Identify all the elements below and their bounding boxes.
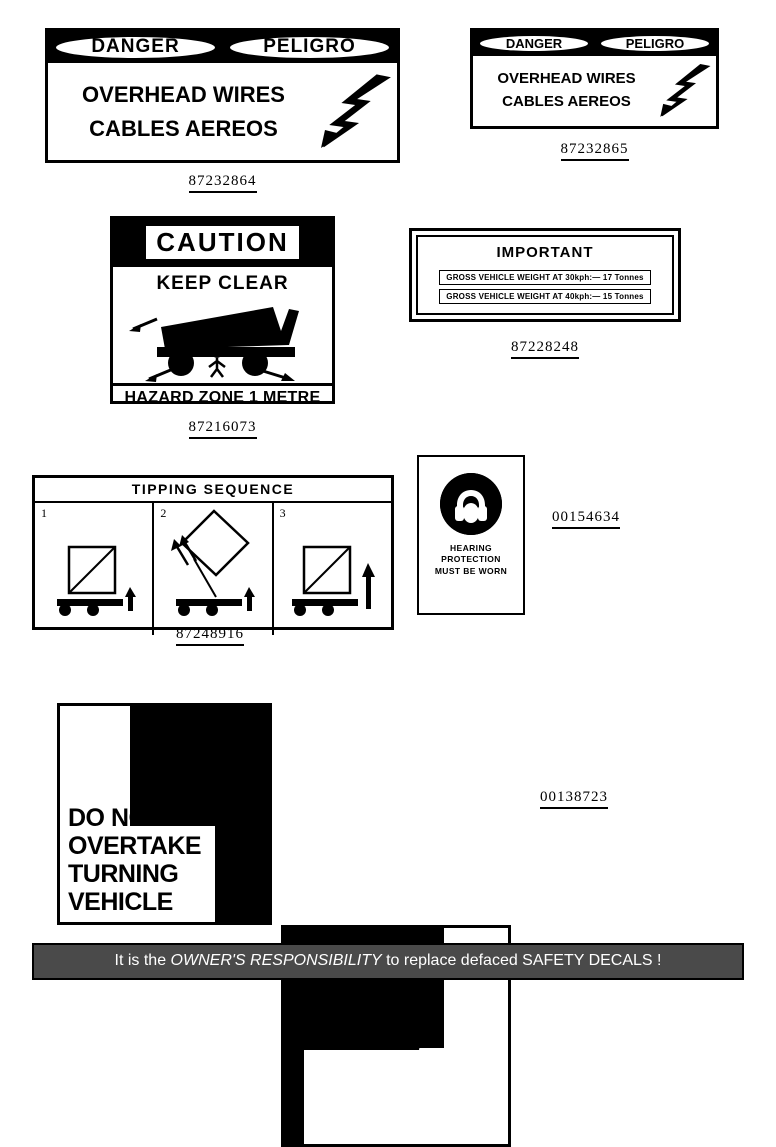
danger-small-line2: CABLES AEREOS <box>502 93 631 110</box>
dno-line3: TURNING VEHICLE <box>68 860 179 916</box>
part-number-danger-large: 87232864 <box>189 173 257 193</box>
caution-hazard-text: HAZARD ZONE 1 METRE <box>113 383 332 409</box>
important-row-30kph: GROSS VEHICLE WEIGHT AT 30kph:— 17 Tonnes <box>439 270 650 285</box>
do-not-overtake-text <box>68 804 269 916</box>
partno-wrap-00154634 <box>552 508 620 529</box>
important-title: IMPORTANT <box>496 244 594 261</box>
hearing-line2: PROTECTION <box>441 554 501 565</box>
lightning-bolt-icon <box>656 62 712 120</box>
hearing-line1: HEARING <box>450 543 492 553</box>
decal-tipping-sequence <box>32 475 394 630</box>
danger-small-body <box>473 56 716 126</box>
caution-header <box>113 219 332 267</box>
caution-graphic <box>113 297 332 383</box>
danger-large-text <box>52 81 315 143</box>
hearing-text <box>419 543 523 577</box>
tipping-truck-icon <box>113 297 332 383</box>
part-number-important: 87228248 <box>511 339 579 359</box>
part-number-do-not-overtake: 00138723 <box>540 789 608 809</box>
danger-large-line2: CABLES AEREOS <box>89 116 278 141</box>
tipping-step-2-number: 2 <box>160 506 167 520</box>
danger-large-word-peligro: PELIGRO <box>228 35 391 60</box>
decal-do-not-overtake-left <box>57 703 272 925</box>
caution-word: CAUTION <box>144 224 300 261</box>
danger-small-header <box>473 31 716 56</box>
tipping-steps <box>35 503 391 635</box>
partno-wrap-87232864 <box>45 172 400 193</box>
ear-protection-icon <box>440 473 502 535</box>
danger-small-text <box>477 70 656 112</box>
part-number-caution: 87216073 <box>189 419 257 439</box>
danger-large-line1: OVERHEAD WIRES <box>82 81 285 107</box>
part-number-danger-small: 87232865 <box>561 141 629 161</box>
footer-text-emphasis: OWNER'S RESPONSIBILITY <box>170 952 382 969</box>
dno-line2: OVERTAKE <box>68 832 202 860</box>
partno-wrap-87232865 <box>470 140 719 161</box>
danger-large-body <box>48 63 397 160</box>
footer-text-after: to replace defaced SAFETY DECALS ! <box>381 952 662 969</box>
tipping-title: TIPPING SEQUENCE <box>35 478 391 503</box>
footer-text-before: It is the <box>114 952 171 969</box>
tipping-step-1-number: 1 <box>41 506 47 520</box>
part-number-hearing: 00154634 <box>552 509 620 529</box>
decal-danger-small <box>470 28 719 129</box>
tipping-step-2 <box>154 503 273 635</box>
danger-large-word-danger: DANGER <box>54 35 217 60</box>
danger-small-word-danger: DANGER <box>478 34 590 53</box>
decal-important <box>409 228 681 322</box>
partno-wrap-87216073 <box>110 418 335 439</box>
tipping-step-3 <box>274 503 391 635</box>
decal-danger-large <box>45 28 400 163</box>
tipping-step-3-number: 3 <box>279 506 286 520</box>
important-inner <box>416 235 674 315</box>
important-row-40kph: GROSS VEHICLE WEIGHT AT 40kph:— 15 Tonnes <box>439 289 650 304</box>
tipping-step-1 <box>35 503 154 635</box>
partno-wrap-87228248 <box>409 338 681 359</box>
lightning-bolt-icon <box>315 72 393 152</box>
dno-line1: DO NOT <box>68 804 163 832</box>
partno-wrap-00138723 <box>540 788 608 809</box>
owner-responsibility-banner <box>32 943 744 980</box>
danger-large-header <box>48 31 397 63</box>
part-number-tipping: 87248916 <box>176 626 244 646</box>
partno-wrap-87248916 <box>95 625 325 646</box>
danger-small-line1: OVERHEAD WIRES <box>497 70 636 88</box>
caution-subtitle: KEEP CLEAR <box>156 273 289 294</box>
decal-hearing-protection <box>417 455 525 615</box>
decal-caution <box>110 216 335 404</box>
hearing-line3: MUST BE WORN <box>434 565 508 576</box>
danger-small-word-peligro: PELIGRO <box>599 34 711 53</box>
